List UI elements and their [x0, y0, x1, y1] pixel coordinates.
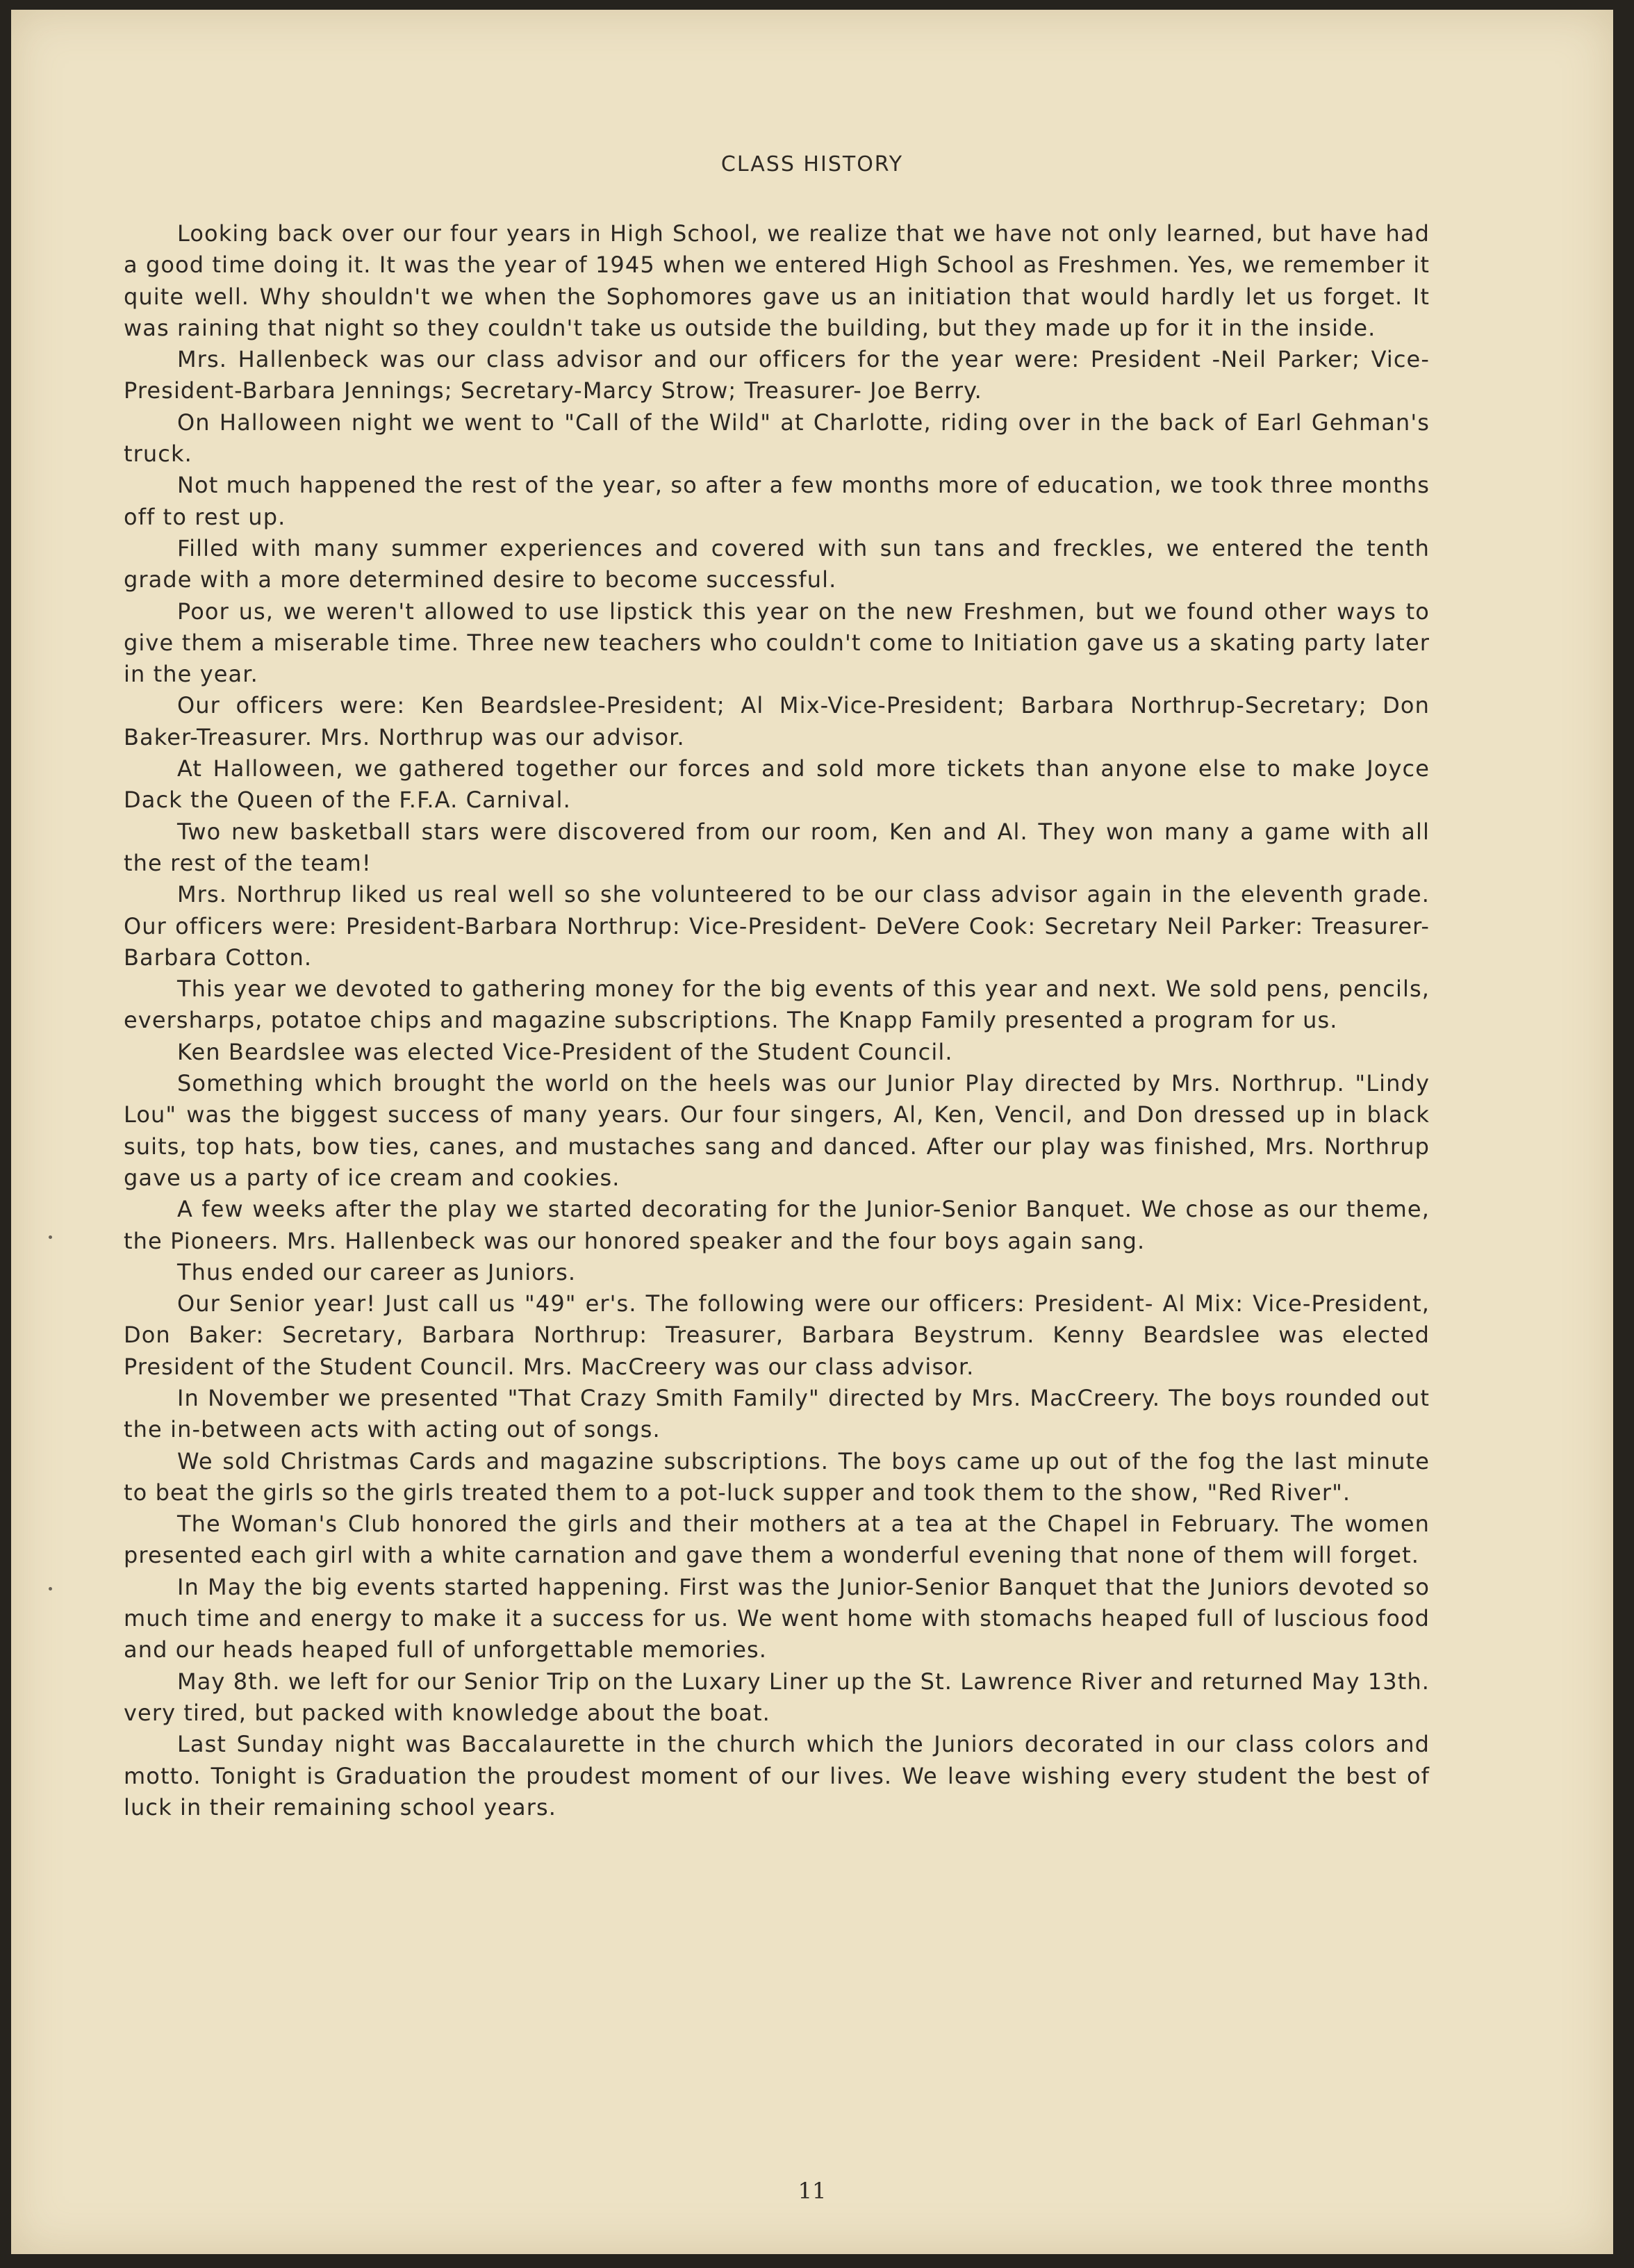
paragraph: Last Sunday night was Baccalaurette in the church which the Juniors decorated in our class colors and motto. Tonight is Graduation the proudest moment of our lives. We leave wishing every student the best of luck in their remaining school years.: [124, 1731, 1430, 1821]
paragraph: Mrs. Hallenbeck was our class advisor and our officers for the year were: President -Neil Parker; Vice-President-Barbara Jennings; Secretary-Marcy Strow; Treasurer- Joe Berry.: [124, 346, 1430, 404]
paragraph: Something which brought the world on the heels was our Junior Play directed by Mrs. Northrup. "Lindy Lou" was the biggest success of many years. Our four singers, Al, Ken, Vencil, and Don dressed up in black suits, top hats, bow ties, canes, and mustaches sang and danced. After our play was finished, Mrs. Northrup gave us a party of ice cream and cookies.: [124, 1070, 1430, 1191]
paragraph: Looking back over our four years in High School, we realize that we have not only learned, but have had a good time doing it. It was the year of 1945 when we entered High School as Freshmen. Yes, we remember it quite well. Why shouldn't we when the Sophomores gave us an initiation that would hardly let us forget. It was raining that night so they couldn't take us outside the building, but they made up for it in the inside.: [124, 220, 1430, 341]
paragraph: We sold Christmas Cards and magazine subscriptions. The boys came up out of the fog the last minute to beat the girls so the girls treated them to a pot-luck supper and took them to the show, "Red River".: [124, 1447, 1430, 1506]
body-text: [124, 218, 1430, 1823]
paragraph: Not much happened the rest of the year, so after a few months more of education, we took three months off to rest up.: [124, 472, 1430, 530]
paragraph: Thus ended our career as Juniors.: [177, 1258, 577, 1285]
paragraph: Ken Beardslee was elected Vice-President of the Student Council.: [177, 1038, 953, 1065]
page-number: 11: [798, 2178, 827, 2204]
paragraph: In November we presented "That Crazy Smith Family" directed by Mrs. MacCreery. The boys rounded out the in-between acts with acting out of songs.: [124, 1384, 1430, 1443]
paragraph: At Halloween, we gathered together our forces and sold more tickets than anyone else to make Joyce Dack the Queen of the F.F.A. Carnival.: [124, 755, 1430, 814]
paper-speck: [49, 1587, 52, 1591]
paragraph: Our Senior year! Just call us "49" er's. The following were our officers: President- Al Mix: Vice-President, Don Baker: Secretary, Barbara Northrup: Treasurer, Barbara Beystrum. Kenny Beardslee was elected President of the Student Council. Mrs. MacCreery was our class advisor.: [124, 1290, 1430, 1380]
paragraph: Mrs. Northrup liked us real well so she volunteered to be our class advisor again in the eleventh grade. Our officers were: President-Barbara Northrup: Vice-President- DeVere Cook: Secretary Neil Parker: Treasurer-Barbara Cotton.: [124, 881, 1430, 971]
paragraph: Our officers were: Ken Beardslee-President; Al Mix-Vice-President; Barbara Northrup-Secretary; Don Baker-Treasurer. Mrs. Northrup was our advisor.: [124, 692, 1430, 750]
paragraph: In May the big events started happening. First was the Junior-Senior Banquet that the Juniors devoted so much time and energy to make it a success for us. We went home with stomachs heaped full of luscious food and our heads heaped full of unforgettable memories.: [124, 1573, 1430, 1663]
paragraph: This year we devoted to gathering money for the big events of this year and next. We sold pens, pencils, eversharps, potatoe chips and magazine subscriptions. The Knapp Family presented a program for us.: [124, 976, 1430, 1034]
paragraph: Filled with many summer experiences and covered with sun tans and freckles, we entered the tenth grade with a more determined desire to become successful.: [124, 534, 1430, 593]
paragraph: May 8th. we left for our Senior Trip on the Luxary Liner up the St. Lawrence River and returned May 13th. very tired, but packed with knowledge about the boat.: [124, 1668, 1430, 1726]
paper-speck: [49, 1235, 52, 1239]
paragraph: The Woman's Club honored the girls and their mothers at a tea at the Chapel in February. The women presented each girl with a white carnation and gave them a wonderful evening that none of them will forget.: [124, 1511, 1430, 1569]
paragraph: Poor us, we weren't allowed to use lipstick this year on the new Freshmen, but we found other ways to give them a miserable time. Three new teachers who couldn't come to Initiation gave us a skating party later in the year.: [124, 598, 1430, 688]
document-page: [11, 10, 1613, 2254]
paragraph: A few weeks after the play we started decorating for the Junior-Senior Banquet. We chose as our theme, the Pioneers. Mrs. Hallenbeck was our honored speaker and the four boys again sang.: [124, 1196, 1430, 1254]
paragraph: On Halloween night we went to "Call of the Wild" at Charlotte, riding over in the back of Earl Gehman's truck.: [124, 409, 1430, 468]
page-title: CLASS HISTORY: [720, 152, 904, 176]
paragraph: Two new basketball stars were discovered from our room, Ken and Al. They won many a game with all the rest of the team!: [124, 818, 1430, 876]
